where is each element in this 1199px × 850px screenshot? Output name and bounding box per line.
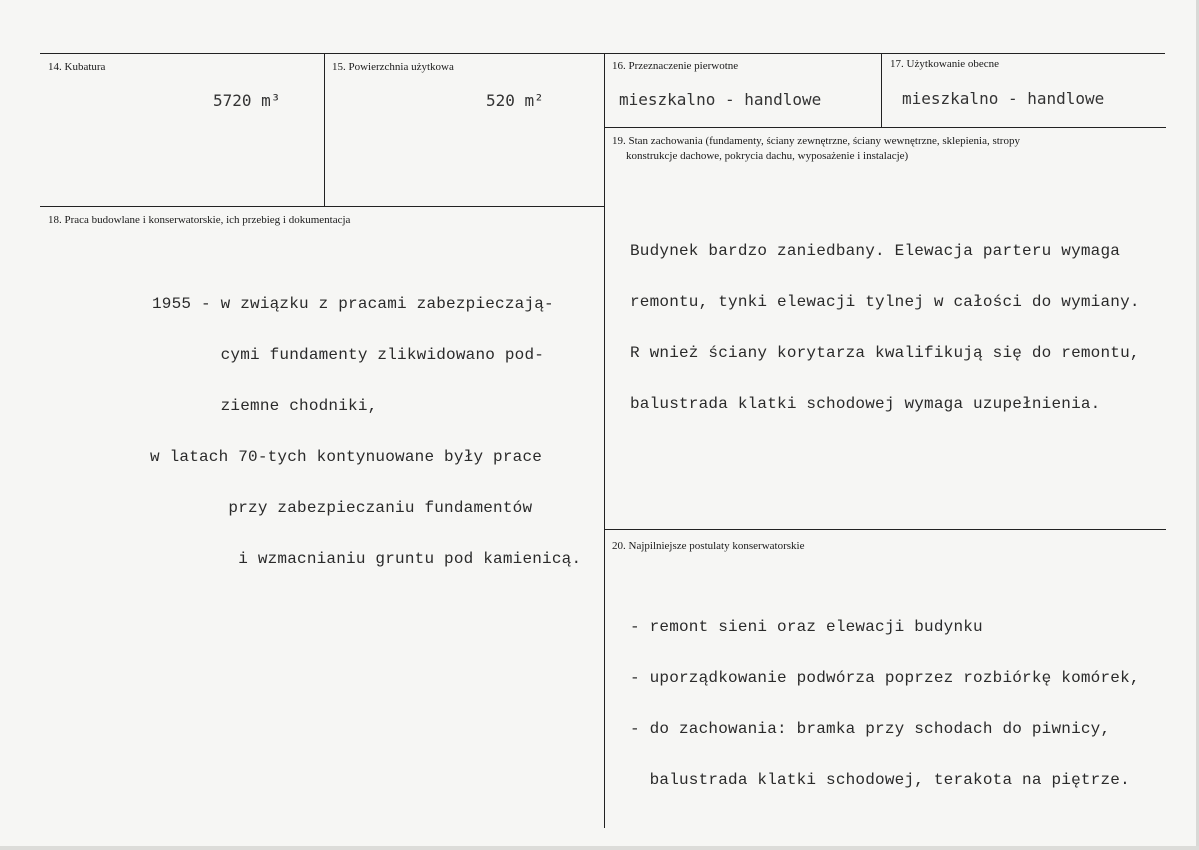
field-19-line: R wnież ściany korytarza kwalifikują się do remontu,	[630, 344, 1140, 362]
scan-edge-bottom	[0, 846, 1199, 850]
field-18-line: i wzmacnianiu gruntu pod kamienicą.	[150, 550, 582, 568]
field-20-text	[630, 585, 1140, 823]
field-16-value: mieszkalno - handlowe	[619, 90, 822, 109]
field-19-line: remontu, tynki elewacji tylnej w całości do wymiany.	[630, 293, 1140, 311]
field-18-line: 1955 - w związku z pracami zabezpieczają-	[152, 295, 554, 313]
rule-under-14-15	[40, 206, 604, 207]
field-14-value: 5720 m³	[213, 91, 281, 110]
field-18-line: ziemne chodniki,	[152, 397, 378, 415]
field-20-line: balustrada klatki schodowej, terakota na piętrze.	[630, 771, 1130, 789]
field-20-line: - uporządkowanie podwórza poprzez rozbiórkę komórek,	[630, 669, 1140, 687]
field-19-label-line2: konstrukcje dachowe, pokrycia dachu, wyposażenie i instalacje)	[626, 150, 909, 162]
field-17-label: 17. Użytkowanie obecne	[890, 58, 1000, 70]
field-20-label: 20. Najpilniejsze postulaty konserwatorskie	[612, 540, 805, 552]
divider-16-17	[881, 53, 882, 127]
field-18-line: w latach 70-tych kontynuowane były prace	[150, 448, 543, 466]
top-rule	[40, 53, 1165, 54]
divider-14-15	[324, 53, 325, 206]
rule-under-16-17	[604, 127, 1166, 128]
field-20-line: - remont sieni oraz elewacji budynku	[630, 618, 983, 636]
rule-above-20	[604, 529, 1166, 530]
field-18-line: przy zabezpieczaniu fundamentów	[150, 499, 533, 517]
field-18-label: 18. Praca budowlane i konserwatorskie, ich przebieg i dokumentacja	[48, 214, 351, 226]
field-19-text	[630, 209, 1140, 447]
field-18-text	[152, 262, 581, 602]
divider-15-16	[604, 53, 605, 828]
field-17-value: mieszkalno - handlowe	[902, 89, 1105, 108]
field-15-value: 520 m²	[486, 91, 544, 110]
field-16-label: 16. Przeznaczenie pierwotne	[612, 60, 739, 72]
field-15-label: 15. Powierzchnia użytkowa	[332, 61, 454, 73]
field-19-line: balustrada klatki schodowej wymaga uzupełnienia.	[630, 395, 1101, 413]
field-19-label-line1: 19. Stan zachowania (fundamenty, ściany zewnętrzne, ściany wewnętrzne, sklepienia, stropy	[612, 135, 1020, 147]
field-14-label: 14. Kubatura	[48, 61, 106, 73]
field-19-line: Budynek bardzo zaniedbany. Elewacja parteru wymaga	[630, 242, 1121, 260]
field-18-line: cymi fundamenty zlikwidowano pod-	[152, 346, 545, 364]
field-20-line: - do zachowania: bramka przy schodach do piwnicy,	[630, 720, 1111, 738]
